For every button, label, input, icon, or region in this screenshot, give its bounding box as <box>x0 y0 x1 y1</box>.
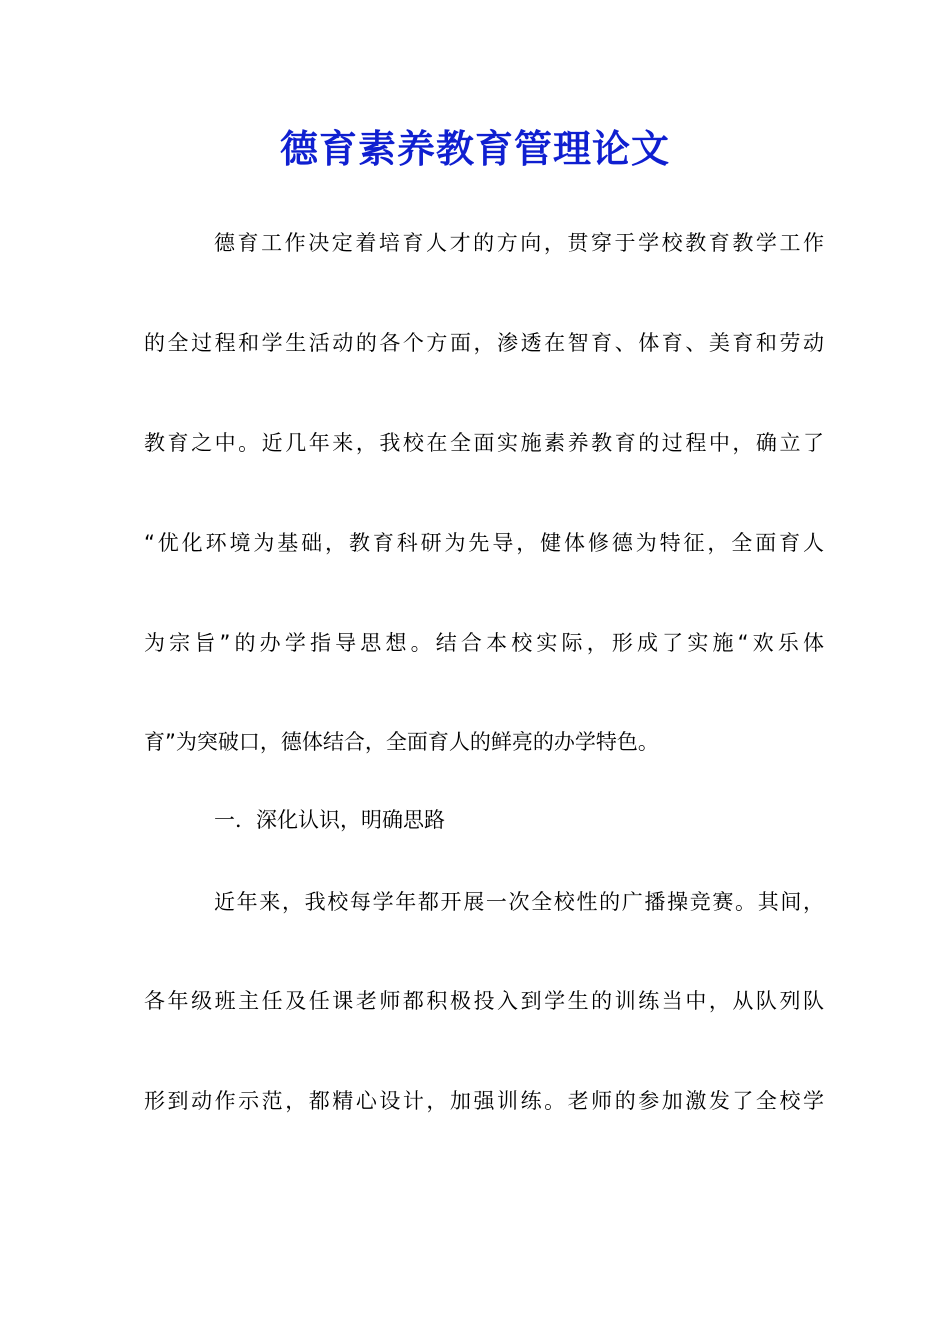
paragraph-1-line-6: 育”为突破口，德体结合，全面育人的鲜亮的办学特色。 <box>144 730 659 754</box>
paragraph-1-line-3: 教育之中。近几年来，我校在全面实施素养教育的过程中，确立了 <box>144 431 824 455</box>
paragraph-2-line-1: 近年来，我校每学年都开展一次全校性的广播操竞赛。其间， <box>214 890 824 914</box>
document-title: 德育素养教育管理论文 <box>279 126 670 171</box>
paragraph-2-line-2: 各年级班主任及任课老师都积极投入到学生的训练当中，从队列队 <box>144 989 824 1013</box>
paragraph-1-line-5: 为宗旨”的办学指导思想。结合本校实际，形成了实施“欢乐体 <box>144 631 824 655</box>
section-heading-1: 一．深化认识，明确思路 <box>214 808 445 832</box>
paragraph-2-line-3: 形到动作示范，都精心设计，加强训练。老师的参加激发了全校学 <box>144 1089 824 1113</box>
paragraph-1-line-1: 德育工作决定着培育人才的方向，贯穿于学校教育教学工作 <box>214 231 824 255</box>
paragraph-1-line-4: “优化环境为基础，教育科研为先导，健体修德为特征，全面育人 <box>144 531 824 555</box>
paragraph-1-line-2: 的全过程和学生活动的各个方面，渗透在智育、体育、美育和劳动 <box>144 331 824 355</box>
